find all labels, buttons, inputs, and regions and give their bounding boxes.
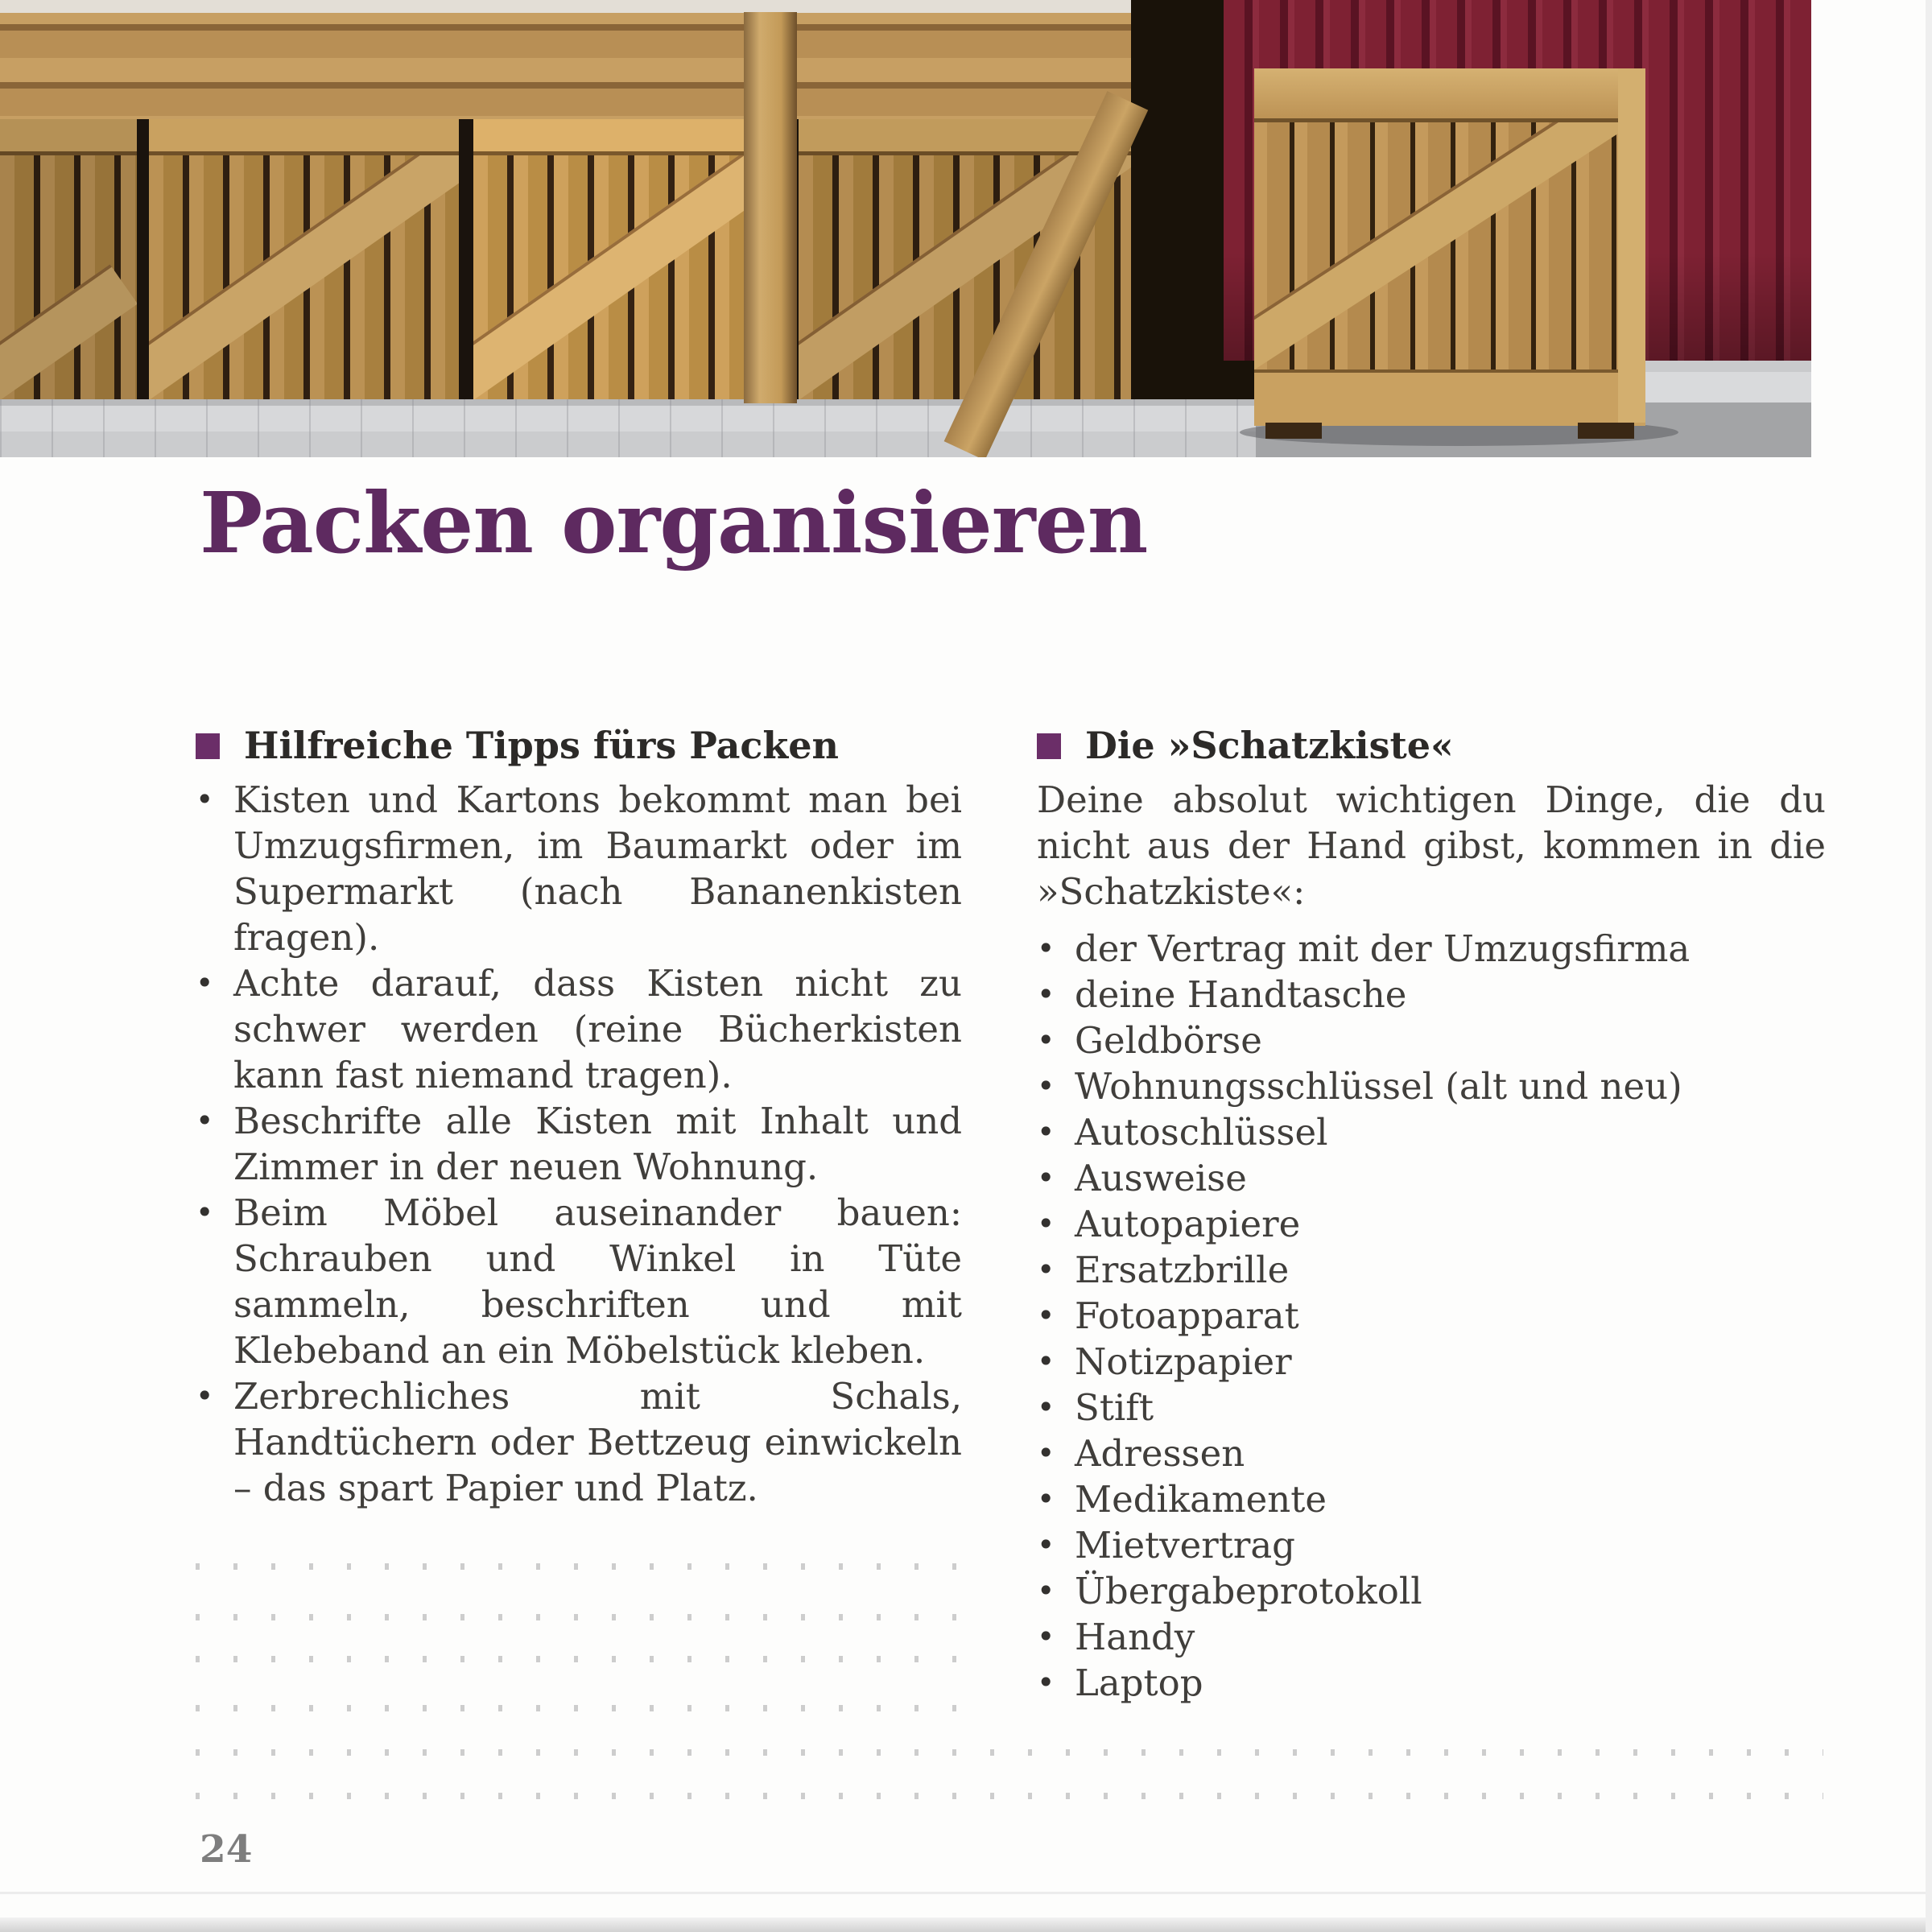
dotted-note-line [196,1705,956,1711]
bullet-icon: • [196,782,214,817]
bullet-icon: • [1037,1619,1055,1654]
pavement-left [0,399,1256,457]
dotted-note-line [196,1563,956,1570]
list-item [1037,972,1826,1018]
list-item [1037,1247,1826,1293]
list-item-text: Medikamente [1075,1478,1327,1521]
bullet-icon: • [196,1378,214,1414]
crate-diagonal-brace [1254,122,1645,369]
dotted-note-line [196,1614,956,1620]
list-item-text: Geldbörse [1075,1019,1262,1062]
crate-row [0,119,1133,399]
list-item-text: Zerbrechliches mit Schals, Handtüchern oder Bettzeug einwickeln – das spart Papier und Platz. [233,1375,962,1509]
single-crate [1254,68,1645,439]
list-item-text: Übergabeprotokoll [1075,1570,1422,1612]
square-bullet-icon [196,733,220,759]
list-item-text: Beschrifte alle Kisten mit Inhalt und Zimmer in der neuen Wohnung. [233,1100,962,1188]
list-item [1037,1476,1826,1522]
bullet-icon: • [1037,1573,1055,1608]
crate [149,119,459,399]
list-item-text: Ausweise [1075,1157,1247,1199]
list-item-text: Notizpapier [1075,1340,1292,1383]
list-item [1037,1201,1826,1247]
bullet-icon: • [1037,1160,1055,1195]
list-item-text: Handy [1075,1616,1195,1658]
list-item [1037,1339,1826,1385]
list-item [1037,1568,1826,1614]
wooden-crates-photo [0,0,1811,457]
crate-foot [1265,423,1322,439]
bullet-icon: • [196,965,214,1001]
crate-slats [1254,122,1645,369]
list-item [1037,926,1826,972]
bullet-icon: • [1037,1527,1055,1563]
crate-bottom-beam [1254,369,1645,426]
list-item-text: Laptop [1075,1662,1203,1704]
list-item [1037,1385,1826,1430]
list-item-text: Autopapiere [1075,1203,1301,1245]
list-item [1037,1063,1826,1109]
crate [473,119,783,399]
bullet-icon: • [1037,1068,1055,1104]
tips-list [196,777,962,1511]
list-item-text: deine Handtasche [1075,973,1407,1016]
section-heading: Hilfreiche Tipps fürs Packen [244,724,839,767]
dotted-note-line [196,1656,956,1662]
section-heading: Die »Schatzkiste« [1085,724,1454,767]
list-item [196,1190,962,1373]
bullet-icon: • [1037,1298,1055,1333]
list-item [196,777,962,960]
list-item [196,960,962,1098]
crate-top-beam [1254,68,1645,122]
bullet-icon: • [1037,1114,1055,1150]
list-item-text: Wohnungsschlüssel (alt und neu) [1075,1065,1682,1108]
list-item-text: der Vertrag mit der Umzugsfirma [1075,927,1690,970]
list-item-text: Ersatzbrille [1075,1249,1290,1291]
list-item [1037,1109,1826,1155]
bullet-icon: • [1037,1252,1055,1287]
crate [0,119,137,399]
page-bottom-shadow [0,1918,1932,1932]
page-title: Packen organisieren [200,473,1148,572]
bullet-icon: • [1037,1665,1055,1700]
list-item [1037,1155,1826,1201]
section-heading-row [196,723,962,769]
list-item [196,1373,962,1511]
list-item [196,1098,962,1190]
dotted-note-line [196,1749,1823,1756]
crate-top-beam [0,119,137,155]
bullet-icon: • [1037,976,1055,1012]
bullet-icon: • [1037,1344,1055,1379]
bullet-icon: • [1037,931,1055,966]
square-bullet-icon [1037,733,1061,759]
page-right-edge [1926,0,1932,1932]
dotted-note-line [196,1793,1823,1799]
list-item-text: Kisten und Kartons bekommt man bei Umzugsfirmen, im Baumarkt oder im Supermarkt (nach Bananenkisten fragen). [233,778,962,959]
bullet-icon: • [196,1103,214,1138]
page-number: 24 [200,1827,253,1872]
list-item-text: Autoschlüssel [1075,1111,1328,1154]
list-item [1037,1614,1826,1660]
bullet-icon: • [1037,1389,1055,1425]
list-item-text: Beim Möbel auseinander bauen: Schrauben und Winkel in Tüte sammeln, beschriften und mit Klebeband an ein Möbelstück kleben. [233,1191,962,1372]
crate-top-beam [473,119,783,155]
left-column [196,723,962,1511]
bullet-icon: • [1037,1481,1055,1517]
list-item-text: Mietvertrag [1075,1524,1295,1567]
list-item [1037,1293,1826,1339]
list-item-text: Achte darauf, dass Kisten nicht zu schwer werden (reine Bücherkisten kann fast niemand tragen). [233,962,962,1096]
page-bottom-edge [0,1892,1932,1894]
list-item [1037,1018,1826,1063]
right-column [1037,723,1826,1706]
bullet-icon: • [196,1195,214,1230]
list-item [1037,1522,1826,1568]
list-item-text: Adressen [1075,1432,1245,1475]
crate-foot [1578,423,1634,439]
intro-paragraph: Deine absolut wichtigen Dinge, die du nicht aus der Hand gibst, kommen in die »Schatzkiste«: [1037,778,1826,913]
bullet-icon: • [1037,1206,1055,1241]
list-item [1037,1660,1826,1706]
bullet-icon: • [1037,1435,1055,1471]
list-item-text: Fotoapparat [1075,1294,1299,1337]
bullet-icon: • [1037,1022,1055,1058]
crate-edge-beam [1618,68,1645,423]
list-item-text: Stift [1075,1386,1154,1429]
wood-post [744,12,797,403]
crate-top-beam [149,119,459,155]
treasure-box-list [1037,926,1826,1706]
list-item [1037,1430,1826,1476]
section-heading-row [1037,723,1826,769]
